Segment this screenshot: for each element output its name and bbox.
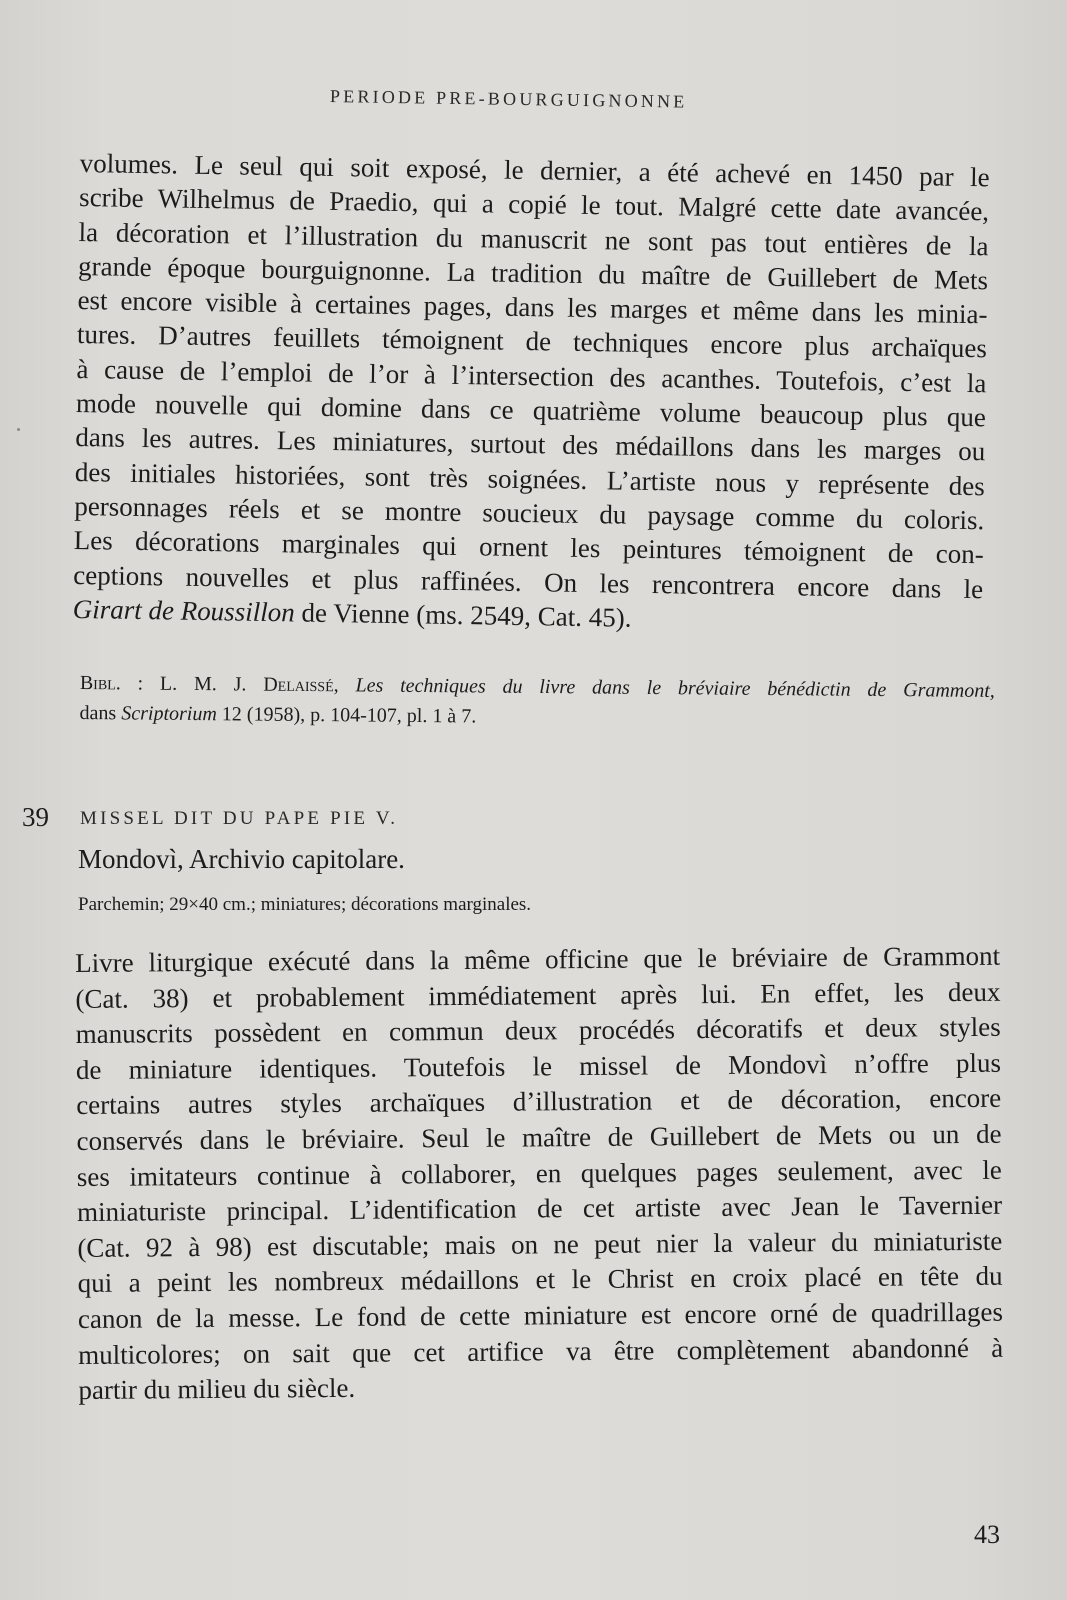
entry-physical-description: Parchemin; 29×40 cm.; miniatures; décorations marginales. [78,894,532,915]
text-line: conservés dans le bréviaire. Seul le maître de Guillebert de Mets ou un de [76,1118,1002,1156]
bibliography-title: Les techniques du livre dans le bréviaire bénédictin de Grammont, [355,674,995,702]
text-line: la décoration et l’illustration du manuscrit ne sont pas tout entières de la [78,216,989,261]
text-line-last: partir du milieu du siècle. [78,1372,356,1406]
dust-speck [17,428,20,431]
text-line: miniaturiste principal. L’identification de cet artiste avec Jean le Tavernier [76,1189,1003,1228]
text-line: (Cat. 38) et probablement immédiatement après lui. En effet, les deux [75,976,1001,1014]
text-line: canon de la messe. Le fond de cette miniature est encore orné de quadrillages [77,1296,1004,1334]
text-line: scribe Wilhelmus de Praedio, qui a copié le tout. Malgré cette date avancée, [78,182,990,227]
text-line: à cause de l’emploi de l’or à l’intersection des acanthes. Toutefois, c’est la [76,353,987,399]
text-line: ses imitateurs continue à collaborer, en quelques pages seulement, avec le [76,1154,1002,1192]
text-line: (Cat. 92 à 98) est discutable; mais on ne peut nier la valeur du miniaturiste [77,1225,1003,1263]
text-line: volumes. Le seul qui soit exposé, le dernier, a été achevé en 1450 par le [79,147,990,193]
text-line: certains autres styles archaïques d’illustration et de décoration, encore [76,1083,1002,1121]
italic-title: Girart de Roussillon [72,593,295,628]
text-fragment: de Vienne (ms. 2549, Cat. 45). [294,597,632,633]
text-line: mode nouvelle qui domine dans ce quatrième volume beaucoup plus que [75,388,987,433]
text-line: multicolores; on sait que cet artifice va être complètement abandonné à [78,1332,1004,1370]
text-line: Livre liturgique exécuté dans la même officine que le bréviaire de Grammont [75,940,1001,978]
text-line: des initiales historiées, sont très soignées. L’artiste nous y représente des [74,456,986,501]
entry-title: MISSEL DIT DU PAPE PIE V. [80,808,399,829]
text-line: tures. D’autres feuillets témoignent de techniques encore plus archaïques [76,319,988,364]
text-line: Les décorations marginales qui ornent les peintures témoignent de con- [73,525,984,570]
page-number: 43 [974,1520,1000,1549]
running-header: PERIODE PRE-BOURGUIGNONNE [329,86,688,112]
text-line: grande époque bourguignonne. La tradition du maître de Guillebert de Mets [77,250,989,296]
entry-number: 39 [22,802,49,832]
text-line: personnages réels et se montre soucieux du paysage comme du coloris. [74,490,985,536]
text-fragment: 12 (1958), p. 104-107, pl. 1 à 7. [216,703,477,728]
text-line: dans les autres. Les miniatures, surtout des médaillons dans les marges ou [75,422,986,467]
text-fragment: , [333,674,356,697]
text-line: qui a peint les nombreux médaillons et le Christ en croix placé en tête du [77,1261,1003,1299]
bibliography-author: Delaissé [263,673,334,697]
entry-38-continuation [72,146,989,640]
text-line: de miniature identiques. Toutefois le missel de Mondovì n’offre plus [75,1047,1002,1085]
bibliography-journal: Scriptorium [121,702,217,726]
text-line: ceptions nouvelles et plus raffinées. On les rencontrera encore dans le [73,559,984,604]
text-fragment: dans [79,701,122,725]
text-line: manuscrits possèdent en commun deux procédés décoratifs et deux styles [75,1011,1001,1050]
entry-39-description [75,939,1004,1409]
entry-location: Mondovì, Archivio capitolare. [78,844,405,874]
text-line: est encore visible à certaines pages, dans les marges et même dans les minia- [77,285,988,330]
bibliography [79,668,994,736]
bibliography-label: Bibl. : L. M. J. [79,671,264,696]
